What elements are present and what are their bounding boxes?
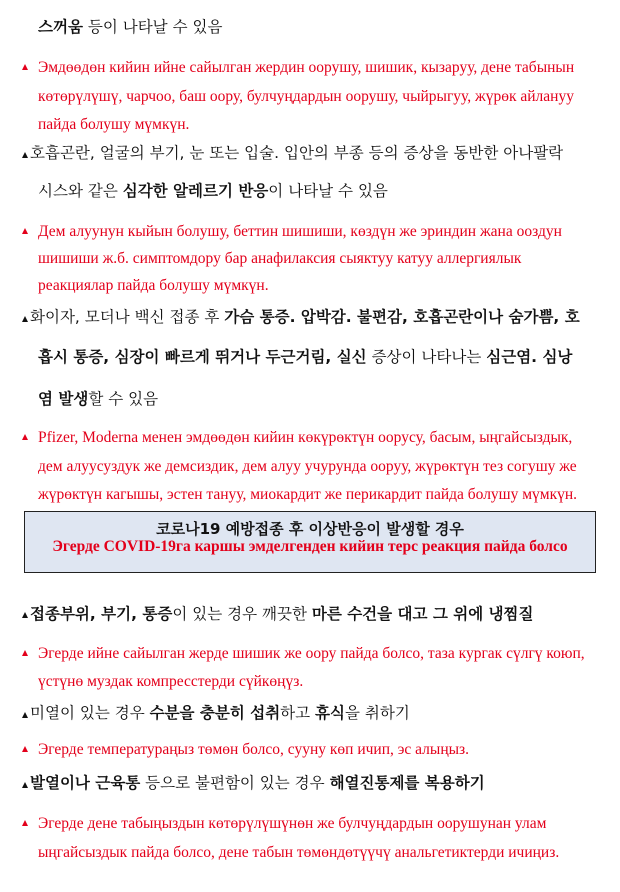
triangle-bullet-icon [22, 612, 28, 618]
ko-swelling-line [30, 607, 534, 623]
text-run: 을 취하기 [345, 704, 410, 722]
text-run: 등이 나타날 수 있음 [82, 18, 223, 36]
text-run: 등으로 불편함이 있는 경우 [140, 774, 330, 792]
triangle-bullet-icon [22, 152, 28, 158]
text-run: 증상이 나타나는 [366, 348, 487, 366]
text-run: 가슴 통증. 압박감. 불편감, 호흡곤란이나 숨가쁨, 호 [224, 308, 580, 326]
text-run: 시스와 같은 [38, 182, 123, 200]
ky-swelling-line-1: Эгерде ийне сайылган жерде шишик же оору пайда болсо, таза кургак сүлгү коюп, [38, 645, 585, 662]
ko-fever-pain-line [30, 776, 485, 792]
section-banner [24, 511, 596, 573]
text-run: 하고 [280, 704, 316, 722]
text-run: 화이자, 모더나 백신 접종 후 [30, 308, 225, 326]
triangle-bullet-icon [22, 712, 28, 718]
triangle-bullet-icon [22, 316, 28, 322]
triangle-bullet-icon [22, 64, 28, 70]
ky-myocarditis-line-2: дем алуусуздук же демсиздик, дем алуу учурунда ооруу, жүрөктүн тез согушу же [38, 458, 577, 475]
ko-fever-mild-line [30, 706, 410, 722]
ko-myocarditis-line-3 [38, 392, 158, 408]
text-run: 마른 수건을 대고 그 위에 냉찜질 [311, 605, 534, 623]
ky-intro-line-1: Эмдөөдөн кийин ийне сайылган жердин оорушу, шишик, кызаруу, дене табынын [38, 59, 575, 76]
ky-intro-line-3: пайда болушу мүмкүн. [38, 116, 190, 133]
triangle-bullet-icon [22, 782, 28, 788]
text-run: 발열이나 근육통 [30, 774, 141, 792]
text-run: 심각한 알레르기 반응 [122, 182, 269, 200]
ky-fever-pain-line-1: Эгерде дене табыңыздын көтөрүлүшүнөн же булчуңдардын оорушунан улам [38, 815, 547, 832]
ko-allergy-line-2 [38, 184, 388, 200]
ky-swelling-line-2: үстүнө муздак компресстерди сүйкөңүз. [38, 673, 304, 690]
text-run: 미열이 있는 경우 [30, 704, 150, 722]
text-run: 염 발생 [38, 390, 89, 408]
ky-myocarditis-line-1: Pfizer, Moderna менен эмдөөдөн кийин көкүрөктүн оорусу, басым, ыңгайсыздык, [38, 429, 573, 446]
banner-title-ky: Эгерде COVID-19га каршы эмделгенден кийин терс реакция пайда болсо [52, 538, 568, 555]
text-run: 스꺼움 [38, 18, 83, 36]
ky-fever-mild-line: Эгерде температураңыз төмөн болсо, сууну көп ичип, эс алыңыз. [38, 741, 470, 758]
ky-allergy-line-3: реакциялар пайда болушу мүмкүн. [38, 277, 269, 294]
text-run: 해열진통제를 복용하기 [329, 774, 485, 792]
text-run: 수분을 충분히 섭취 [149, 704, 281, 722]
text-run: 이 있는 경우 깨끗한 [172, 605, 312, 623]
text-run: 이 나타날 수 있음 [268, 182, 388, 200]
ko-myocarditis-line-1 [30, 310, 580, 326]
ky-allergy-line-1: Дем алуунун кыйын болушу, беттин шишиши, көздүн же эриндин жана ооздун [38, 223, 562, 240]
ky-allergy-line-2: шишиши ж.б. симптомдору бар анафилаксия сыяктуу катуу аллергиялык [38, 250, 522, 267]
text-run: 심근염. 심낭 [486, 348, 573, 366]
ky-intro-line-2: көтөрүлүшү, чарчоо, баш оору, булчуңдардын оорушу, чыйрыгуу, жүрөк айлануу [38, 88, 574, 105]
triangle-bullet-icon [22, 434, 28, 440]
text-run: 호흡곤란, 얼굴의 부기, 눈 또는 입술. 입안의 부종 등의 증상을 동반한 아나팔락 [30, 144, 564, 162]
ko-nausea-line [38, 20, 222, 36]
triangle-bullet-icon [22, 820, 28, 826]
text-run: 흡시 통증, 심장이 빠르게 뛰거나 두근거림, 실신 [38, 348, 367, 366]
banner-title-ko: 코로나19 예방접종 후 이상반응이 발생할 경우 [156, 520, 464, 538]
text-run: 접종부위, 부기, 통증 [30, 605, 173, 623]
text-run: 할 수 있음 [88, 390, 159, 408]
triangle-bullet-icon [22, 228, 28, 234]
ky-fever-pain-line-2: ыңгайсыздык пайда болсо, дене табын төмөндөтүүчү анальгетиктерди ичиңиз. [38, 844, 560, 861]
text-run: 휴식 [315, 704, 345, 722]
triangle-bullet-icon [22, 650, 28, 656]
triangle-bullet-icon [22, 746, 28, 752]
ko-allergy-line-1 [30, 146, 563, 162]
ko-myocarditis-line-2 [38, 350, 572, 366]
ky-myocarditis-line-3: жүрөктүн кагышы, эстен тануу, миокардит же перикардит пайда болушу мүмкүн. [38, 486, 578, 503]
